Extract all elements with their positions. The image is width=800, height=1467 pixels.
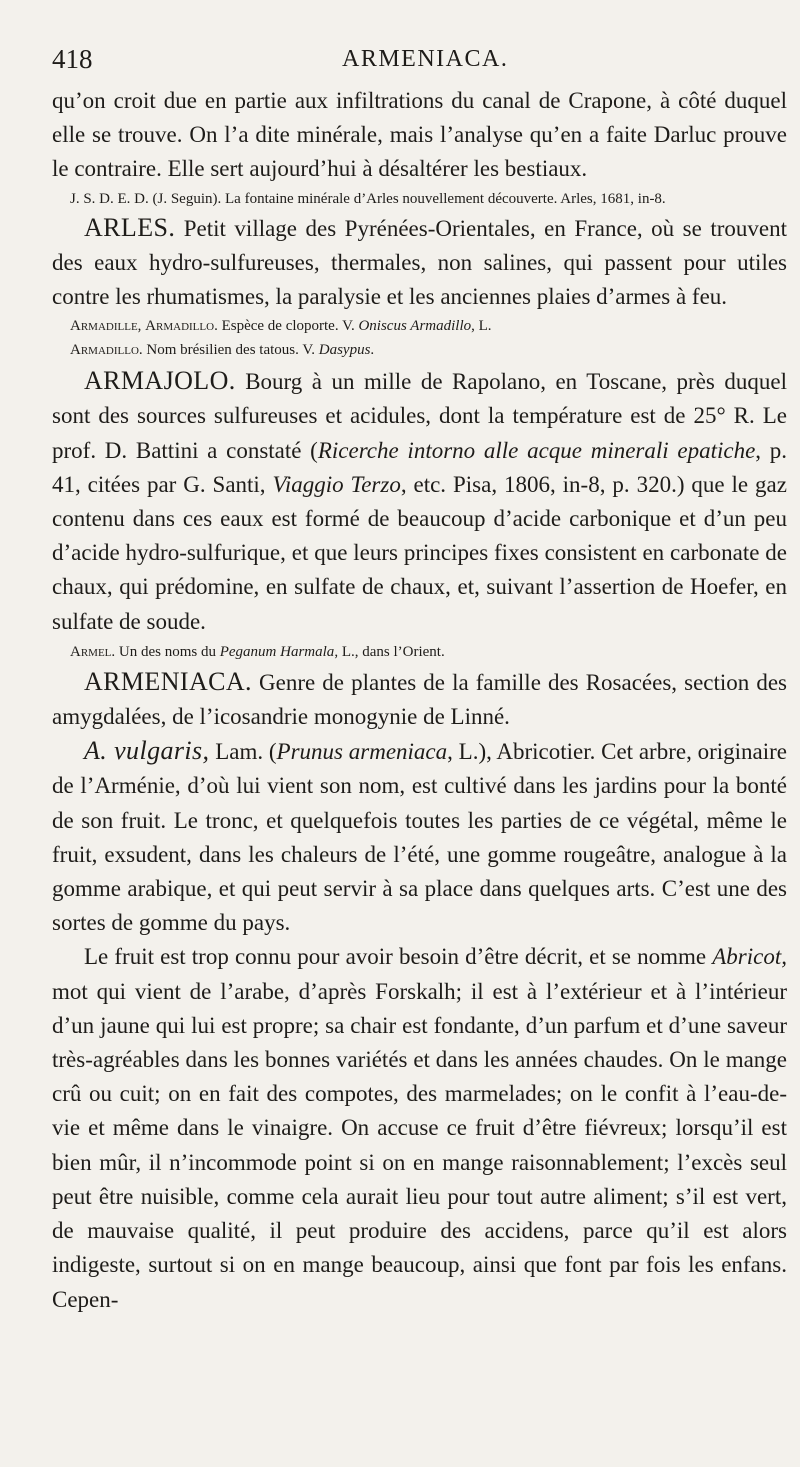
paragraph-fruit: Le fruit est trop connu pour avoir besoin d’être décrit, et se nomme Abricot, mot qui vient de l’arabe, d’après Forskalh; il est à l’extérieur et à l’intérieur d’un jaune qui lui est propre; sa chair est fondante, d’un parfum et d’une saveur très-agréables dans les bonnes variétés et dans les années chaudes. On le mange crû ou cuit; on en fait des compotes, des marmelades; on le confit à l’eau-de-vie et même dans le vinaigre. On accuse ce fruit d’être fiévreux; lorsqu’il est bien mûr, il n’incommode point si on en mange raisonnablement; l’excès seul peut être nuisible, comme cela aurait lieu pour tout autre aliment; s’il est vert, de mauvaise qualité, il peut produire des accidens, parce qu’il est alors indigeste, surtout si on en mange beaucoup, ainsi que font par fois les enfans. Cepen-: [52, 944, 787, 1312]
entry-term: Armel: [70, 643, 112, 660]
entry-term: ARLES.: [84, 212, 176, 242]
page-body: [52, 84, 787, 1317]
italic-reference: Oniscus Armadillo: [358, 318, 472, 335]
entry-armajolo: ARMAJOLO. Bourg à un mille de Rapolano, en Toscane, près duquel sont des sources sulfureuses et acidules, dont la température est de 25° R. Le prof. D. Battini a constaté (Ricerche intorno alle acque minerali epatiche, p. 41, citées par G. Santi, Viaggio Terzo, etc. Pisa, 1806, in-8, p. 320.) que le gaz contenu dans ces eaux est formé de beaucoup d’acide carbonique et d’un peu d’acide hydro-sulfurique, et que leurs principes fixes consistent en carbonate de chaux, qui prédomine, en sulfate de chaux, et, suivant l’assertion de Hoefer, en sulfate de soude.: [52, 366, 787, 634]
page-header: [52, 44, 780, 84]
entry-term: ARMENIACA.: [84, 666, 252, 696]
entry-text: Genre de plantes de la famille des Rosacées, section des amygdalées, de l’icosandrie monogynie de Linné.: [52, 669, 787, 730]
italic-reference: Ricerche intorno alle acque minerali epatiche: [317, 437, 756, 463]
entry-term: Armadillo: [70, 342, 139, 359]
species-name: A. vulgaris,: [84, 736, 210, 766]
running-title: ARMENIACA.: [342, 46, 509, 72]
bibliography-note: J. S. D. E. D. (J. Seguin). La fontaine minérale d’Arles nouvellement découverte. Arles, 1681, in-8.: [70, 190, 666, 207]
entry-arles: [52, 211, 787, 315]
italic-reference: Peganum Harmala: [219, 643, 335, 660]
entry-armadille: Armadille, Armadillo. Espèce de cloporte. V. Oniscus Armadillo, L.: [70, 318, 492, 335]
entry-armel: Armel. Un des noms du Peganum Harmala, L., dans l’Orient.: [70, 643, 445, 660]
paragraph-continuation: qu’on croit due en partie aux infiltrations du canal de Crapone, à côté duquel elle se trouve. On l’a dite minérale, mais l’analyse qu’en a faite Darluc prouve le contraire. Elle sert aujourd’hui à désaltérer les bestiaux.: [52, 88, 787, 182]
italic-reference: Prunus armeniaca: [276, 739, 448, 765]
entry-text: Petit village des Pyrénées-Orientales, en France, où se trouvent des eaux hydro-sulfureuses, thermales, non salines, qui passent pour utiles contre les rhumatismes, la paralysie et les anciennes plaies d’armes à feu.: [52, 215, 787, 310]
page-number: 418: [52, 44, 93, 74]
entry-term: ARMAJOLO.: [84, 366, 236, 396]
entry-term: Armadillo: [145, 318, 215, 335]
italic-reference: Viaggio Terzo: [272, 471, 401, 497]
italic-reference: Dasypus: [318, 342, 371, 359]
entry-vulgaris: A. vulgaris, Lam. (Prunus armeniaca, L.), Abricotier. Cet arbre, originaire de l’Arménie, d’où lui vient son nom, est cultivé dans les jardins pour la bonté de son fruit. Le tronc, et quelquefois toutes les parties de ce végétal, même le fruit, exsudent, dans les chaleurs de l’été, une gomme rougeâtre, analogue à la gomme arabique, et qui peut servir à sa place dans quelques arts. C’est une des sortes de gomme du pays.: [52, 736, 788, 936]
italic-reference: Abricot,: [712, 944, 787, 970]
entry-term: Armadille: [70, 318, 138, 335]
entry-armadillo: Armadillo. Nom brésilien des tatous. V. Dasypus.: [70, 342, 375, 359]
entry-armeniaca: [52, 665, 787, 734]
